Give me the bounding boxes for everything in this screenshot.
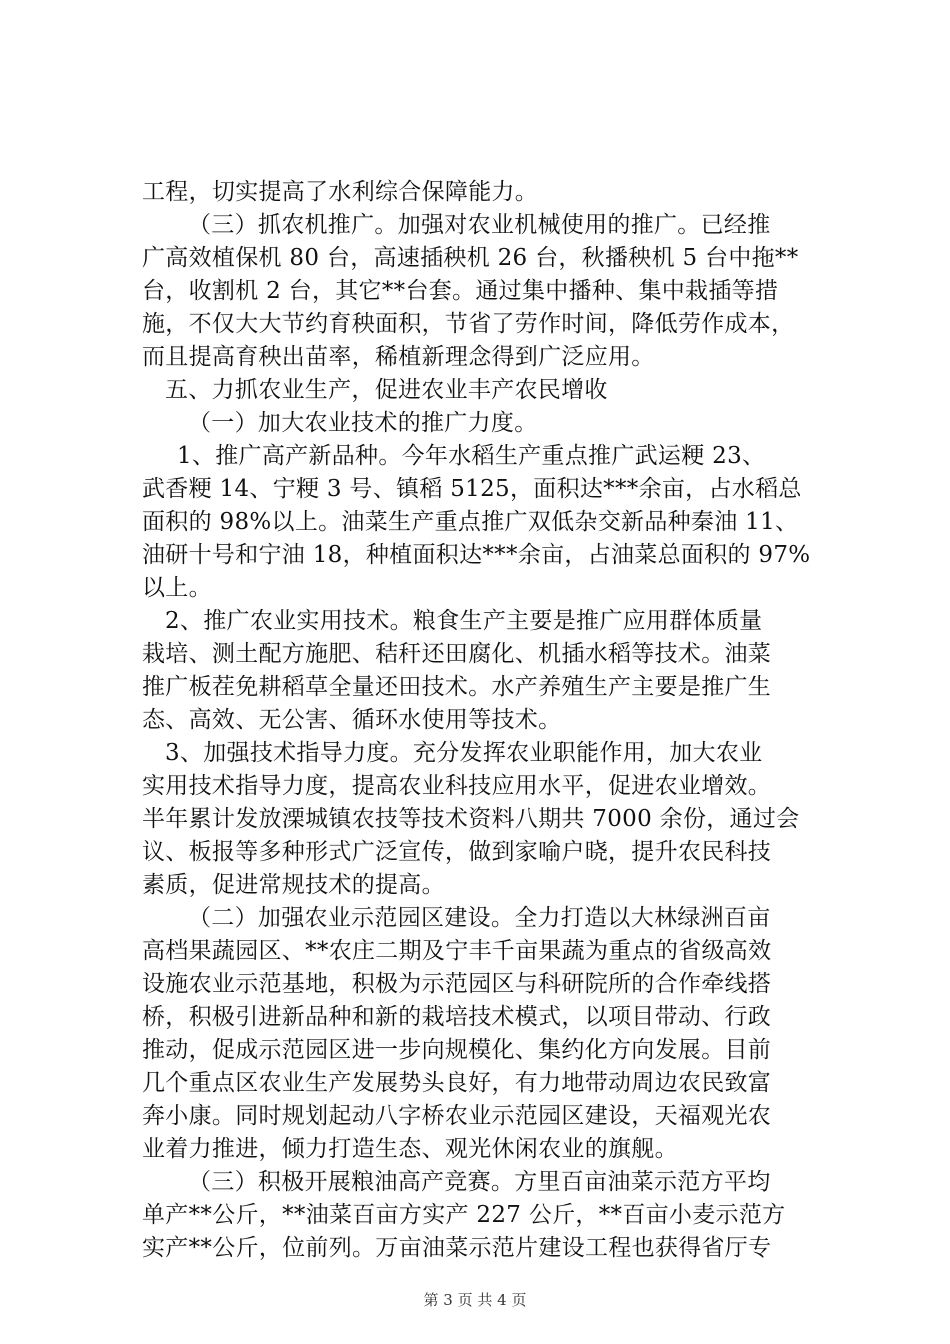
text-line: 桥，积极引进新品种和新的栽培技术模式，以项目带动、行政	[142, 1004, 772, 1030]
text-line: 态、高效、无公害、循环水使用等技术。	[142, 707, 562, 733]
text-line: 半年累计发放溧城镇农技等技术资料八期共 7000 余份，通过会	[142, 806, 800, 832]
text-line: 单产**公斤，**油菜百亩方实产 227 公斤，**百亩小麦示范方	[142, 1202, 786, 1228]
text-line: 台，收割机 2 台，其它**台套。通过集中播种、集中栽插等措	[142, 278, 779, 304]
text-line: 实用技术指导力度，提高农业科技应用水平，促进农业增效。	[142, 773, 772, 799]
text-line: 业着力推进，倾力打造生态、观光休闲农业的旗舰。	[142, 1136, 678, 1162]
text-line: 推动，促成示范园区进一步向规模化、集约化方向发展。目前	[142, 1037, 772, 1063]
text-line: 而且提高育秧出苗率，稀植新理念得到广泛应用。	[142, 344, 655, 370]
text-line: 几个重点区农业生产发展势头良好，有力地带动周边农民致富	[142, 1070, 772, 1096]
text-line: 广高效植保机 80 台，高速插秧机 26 台，秋播秧机 5 台中拖**	[142, 245, 799, 271]
text-line: （一）加大农业技术的推广力度。	[188, 410, 538, 436]
text-line: 实产**公斤，位前列。万亩油菜示范片建设工程也获得省厅专	[142, 1235, 772, 1261]
text-line: 面积的 98%以上。油菜生产重点推广双低杂交新品种秦油 11、	[142, 509, 799, 535]
text-line: 高档果蔬园区、**农庄二期及宁丰千亩果蔬为重点的省级高效	[142, 938, 772, 964]
text-line: 推广板茬免耕稻草全量还田技术。水产养殖生产主要是推广生	[142, 674, 772, 700]
document-body	[142, 176, 834, 1265]
text-line: （三）积极开展粮油高产竞赛。方里百亩油菜示范方平均	[188, 1169, 771, 1195]
text-line: 设施农业示范基地，积极为示范园区与科研院所的合作牵线搭	[142, 971, 772, 997]
text-line: 工程，切实提高了水利综合保障能力。	[142, 179, 539, 205]
text-line: 油研十号和宁油 18，种植面积达***余亩，占油菜总面积的 97%	[142, 542, 811, 568]
page-footer: 第 3 页 共 4 页	[423, 1291, 527, 1309]
text-line: 3、加强技术指导力度。充分发挥农业职能作用，加大农业	[165, 740, 763, 766]
text-line: 五、力抓农业生产，促进农业丰产农民增收	[165, 377, 608, 403]
text-line: 施，不仅大大节约育秧面积，节省了劳作时间，降低劳作成本，	[142, 311, 795, 337]
text-line: 栽培、测土配方施肥、秸秆还田腐化、机插水稻等技术。油菜	[142, 641, 772, 667]
text-line: 奔小康。同时规划起动八字桥农业示范园区建设，天福观光农	[142, 1103, 772, 1129]
text-line: 2、推广农业实用技术。粮食生产主要是推广应用群体质量	[165, 608, 763, 634]
text-line: 议、板报等多种形式广泛宣传，做到家喻户晓，提升农民科技	[142, 839, 772, 865]
text-line: 素质，促进常规技术的提高。	[142, 872, 445, 898]
text-line: 以上。	[142, 575, 212, 601]
text-line: （三）抓农机推广。加强对农业机械使用的推广。已经推	[188, 212, 771, 238]
text-line: 武香粳 14、宁粳 3 号、镇稻 5125，面积达***余亩，占水稻总	[142, 476, 802, 502]
text-line: （二）加强农业示范园区建设。全力打造以大林绿洲百亩	[188, 905, 771, 931]
text-line: 1、推广高产新品种。今年水稻生产重点推广武运粳 23、	[177, 443, 766, 469]
